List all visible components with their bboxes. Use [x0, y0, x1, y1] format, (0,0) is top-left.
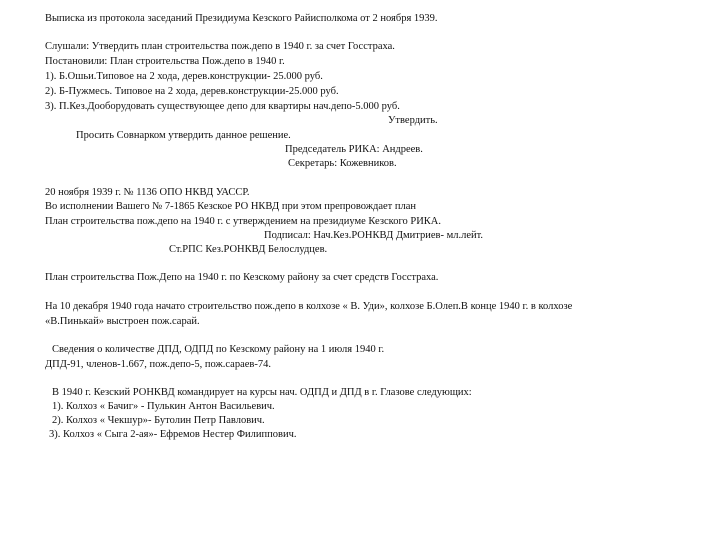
stats-line-2: ДПД-91, членов-1.667, пож.депо-5, пож.сараев-74. — [45, 359, 271, 370]
protocol-item-2: 2). Б-Пужмесь. Типовое на 2 хода, дерев.конструкции-25.000 руб. — [45, 86, 339, 97]
stats-line-1: Сведения о количестве ДПД, ОДПД по Кезскому району на 1 июля 1940 г. — [52, 344, 385, 355]
document-header: Выписка из протокола заседаний Президиума Кезского Райисполкома от 2 ноября 1939. — [45, 13, 438, 24]
nkvd-signed: Подписал: Нач.Кез.РОНКВД Дмитриев- мл.лейт. — [264, 230, 484, 241]
courses-item-2: 2). Колхоз « Чекшур»- Бутолин Петр Павлович. — [52, 415, 265, 426]
courses-item-1: 1). Колхоз « Бачиг» - Пулькин Антон Васильевич. — [52, 401, 275, 412]
protocol-heard: Слушали: Утвердить план строительства пож.депо в 1940 г. за счет Госстраха. — [45, 41, 395, 52]
protocol-secretary: Секретарь: Кожевников. — [288, 158, 397, 169]
protocol-decided: Постановили: План строительства Пож.депо в 1940 г. — [45, 56, 285, 67]
protocol-request: Просить Совнарком утвердить данное решение. — [76, 130, 291, 141]
nkvd-line-2: План строительства пож.депо на 1940 г. с утверждением на президиуме Кезского РИКА. — [45, 216, 442, 227]
construction-line-1: На 10 декабря 1940 года начато строительство пож.депо в колхозе « В. Уди», колхозе Б.Олеп.В конце 1940 г. в колхозе — [45, 301, 573, 312]
protocol-item-1: 1). Б.Ошьи.Типовое на 2 хода, дерев.конструкции- 25.000 руб. — [45, 71, 323, 82]
construction-line-2: «В.Пинькай» выстроен пож.сарай. — [45, 316, 200, 327]
protocol-approve: Утвердить. — [388, 115, 438, 126]
nkvd-signed-2: Ст.РПС Кез.РОНКВД Белослудцев. — [169, 244, 328, 255]
plan-title: План строительства Пож.Депо на 1940 г. по Кезскому району за счет средств Госстраха. — [45, 272, 439, 283]
nkvd-date-line: 20 ноября 1939 г. № 1136 ОПО НКВД УАССР. — [45, 187, 250, 198]
protocol-chairman: Председатель РИКА: Андреев. — [285, 144, 423, 155]
courses-intro: В 1940 г. Кезский РОНКВД командирует на курсы нач. ОДПД и ДПД в г. Глазове следующих: — [52, 387, 472, 398]
nkvd-line-1: Во исполнении Вашего № 7-1865 Кезское РО НКВД при этом препровождает план — [45, 201, 417, 212]
protocol-item-3: 3). П.Кез.Дооборудовать существующее депо для квартиры нач.депо-5.000 руб. — [45, 101, 400, 112]
courses-item-3: 3). Колхоз « Сыга 2-ая»- Ефремов Нестер Филиппович. — [49, 429, 297, 440]
